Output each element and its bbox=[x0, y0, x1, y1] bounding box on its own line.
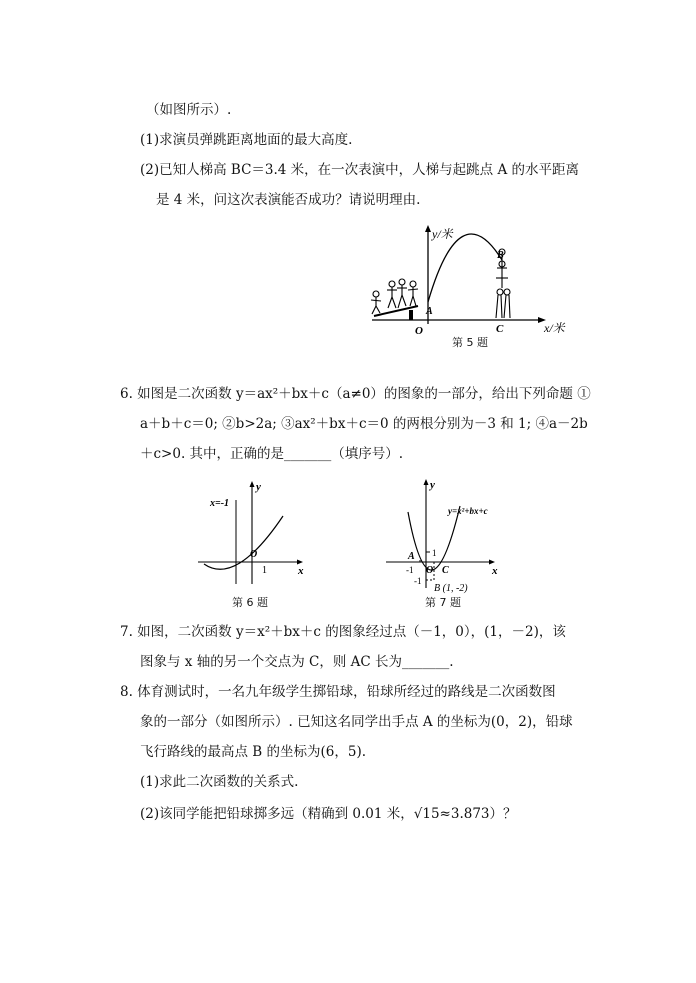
figure-7-caption: 第 7 题 bbox=[425, 596, 461, 609]
fig7-tick-pos1: 1 bbox=[432, 548, 437, 558]
figure-5-caption: 第 5 题 bbox=[452, 336, 488, 349]
problem8-line1: 8. 体育测试时，一名九年级学生掷铅球，铅球所经过的路线是二次函数图 bbox=[120, 684, 556, 700]
figure-6-caption: 第 6 题 bbox=[232, 596, 268, 609]
problem8-line3: 飞行路线的最高点 B 的坐标为(6，5). bbox=[140, 744, 367, 760]
problem5-intro: （如图所示）. bbox=[146, 102, 232, 118]
problem5-question-2-line2: 是 4 米，问这次表演能否成功？请说明理由. bbox=[156, 192, 421, 208]
fig5-y-label: y/米 bbox=[432, 227, 453, 241]
problem6-line1: 6. 如图是二次函数 y＝ax²＋bx＋c（a≠0）的图象的一部分，给出下列命题 ① bbox=[120, 386, 591, 402]
figure-7 bbox=[382, 476, 512, 596]
figure-6 bbox=[196, 476, 311, 586]
fig7-origin: O bbox=[426, 565, 434, 576]
problem8-line2: 象的一部分（如图所示）. 已知这名同学出手点 A 的坐标为(0，2)，铅球 bbox=[140, 714, 573, 730]
fig7-tick-y-neg1: -1 bbox=[414, 576, 422, 586]
fig5-point-C: C bbox=[496, 323, 504, 335]
problem7-line2: 图象与 x 轴的另一个交点为 C，则 AC 长为_______. bbox=[140, 654, 454, 670]
fig6-origin: O bbox=[250, 549, 258, 560]
fig7-y-label: y bbox=[430, 479, 435, 491]
fig5-origin: O bbox=[415, 325, 423, 337]
fig5-y-arrow bbox=[425, 225, 431, 232]
fig6-y-label: y bbox=[256, 481, 261, 493]
fig7-tick-neg1: -1 bbox=[406, 565, 414, 575]
fig5-point-A: A bbox=[426, 306, 433, 317]
fig7-point-C: C bbox=[442, 565, 449, 576]
figure-5 bbox=[360, 222, 575, 352]
problem6-line2: a＋b＋c＝0; ②b>2a; ③ax²＋bx＋c＝0 的两根分别为－3 和 1; ④a－2b bbox=[140, 416, 588, 432]
fig5-point-B: B bbox=[497, 250, 504, 261]
problem7-line1: 7. 如图，二次函数 y＝x²＋bx＋c 的图象经过点（－1，0），(1，－2)，该 bbox=[120, 624, 566, 640]
fig7-x-label: x bbox=[492, 565, 498, 577]
fig5-pivot bbox=[409, 310, 413, 320]
problem5-question-1: (1)求演员弹跳距离地面的最大高度. bbox=[140, 132, 353, 148]
fig6-tick-1: 1 bbox=[262, 565, 267, 576]
fig6-axis-label: x=-1 bbox=[210, 498, 230, 509]
fig5-performers-left bbox=[371, 279, 418, 314]
fig6-parabola bbox=[204, 516, 283, 569]
problem6-line3: ＋c>0. 其中，正确的是_______（填序号）. bbox=[140, 446, 404, 462]
fig5-trajectory-curve bbox=[428, 234, 502, 302]
fig7-point-B: B (1, -2) bbox=[434, 583, 468, 594]
fig7-curve-label: y=x²+bx+c bbox=[448, 506, 488, 516]
problem8-question-1: (1)求此二次函数的关系式. bbox=[140, 774, 299, 790]
fig7-point-A: A bbox=[408, 551, 415, 562]
problem8-question-2: (2)该同学能把铅球掷多远（精确到 0.01 米，√15≈3.873）？ bbox=[140, 806, 517, 822]
fig5-x-label: x/米 bbox=[544, 321, 565, 335]
fig6-x-label: x bbox=[298, 565, 304, 577]
problem5-question-2-line1: (2)已知人梯高 BC＝3.4 米，在一次表演中，人梯与起跳点 A 的水平距离 bbox=[140, 162, 580, 178]
